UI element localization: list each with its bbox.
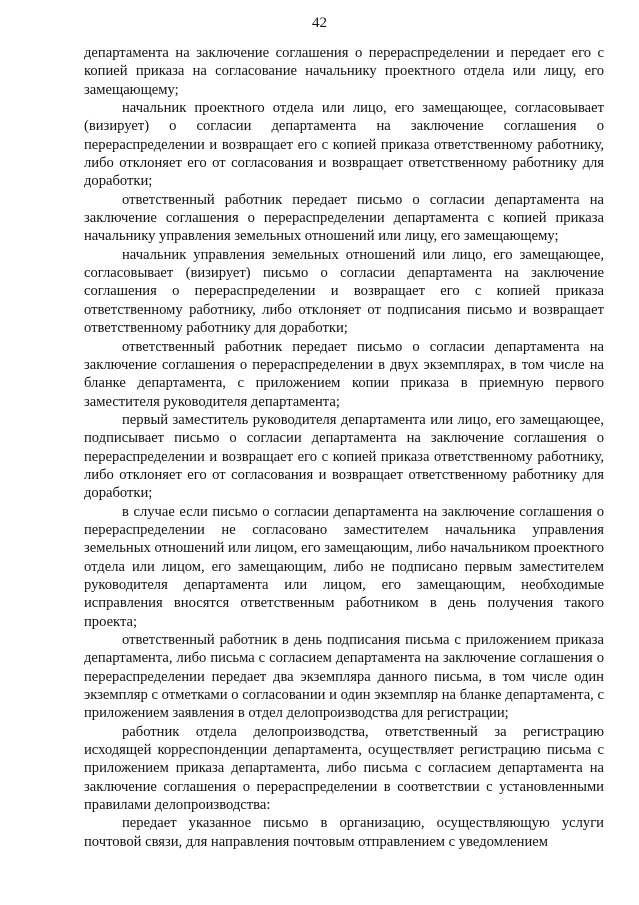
document-body	[84, 44, 604, 851]
paragraph: ответственный работник в день подписания письма с приложением приказа департамента, либо письма с согласием департамента на заключение соглашения о перераспределении передает два экземпляра данного письма, в том числе один экземпляр с отметками о согласовании и один экземпляр на бланке департамента, с приложением заявления в отдел делопроизводства для регистрации;	[84, 632, 604, 722]
paragraph-continuation: департамента на заключение соглашения о перераспределении и передает его с копией приказа на согласование начальнику проектного отдела или лицу, его замещающему;	[84, 45, 604, 98]
paragraph: ответственный работник передает письмо о согласии департамента на заключение соглашения о перераспределении департамента с копией приказа начальнику управления земельных отношений или лицу, его замещающему;	[84, 191, 604, 245]
paragraph: передает указанное письмо в организацию, осуществляющую услуги почтовой связи, для направления почтовым отправлением с уведомлением	[84, 815, 604, 850]
paragraph: в случае если письмо о согласии департамента на заключение соглашения о перераспределении не согласовано заместителем начальника управления земельных отношений или лицом, его замещающим, либо начальником проектного отдела или лицом, его замещающим, либо не подписано первым заместителем руководителя департамента или лицом, его замещающим, необходимые исправления вносятся ответственным работником в день получения такого проекта;	[84, 503, 604, 630]
paragraph: работник отдела делопроизводства, ответственный за регистрацию исходящей корреспонденции департамента, осуществляет регистрацию письма с приложением приказа департамента, либо письма с согласием департамента на заключение соглашения о перераспределении в соответствии с установленными правилами делопроизводства:	[84, 723, 604, 814]
paragraph: первый заместитель руководителя департамента или лицо, его замещающее, подписывает письмо о согласии департамента на заключение соглашения о перераспределении и возвращает его с копией приказа ответственному работнику, либо отклоняет его от согласования и возвращает ответственному работнику для доработки;	[84, 411, 604, 502]
paragraph: начальник проектного отдела или лицо, его замещающее, согласовывает (визирует) о согласии департамента на заключение соглашения о перераспределении и возвращает его с копией приказа ответственному работнику, либо отклоняет его от согласования и возвращает ответственному работнику для доработки;	[84, 100, 604, 190]
paragraph: ответственный работник передает письмо о согласии департамента на заключение соглашения о перераспределении в двух экземплярах, в том числе на бланке департамента, с приложением копии приказа в приемную первого заместителя руководителя департамента;	[84, 338, 604, 410]
paragraph: начальник управления земельных отношений или лицо, его замещающее, согласовывает (визирует) письмо о согласии департамента на заключение соглашения о перераспределении и возвращает его с копией приказа ответственному работнику, либо отклоняет от подписания письмо и возвращает ответственному работнику для доработки;	[84, 246, 604, 337]
page-number: 42	[312, 15, 327, 31]
